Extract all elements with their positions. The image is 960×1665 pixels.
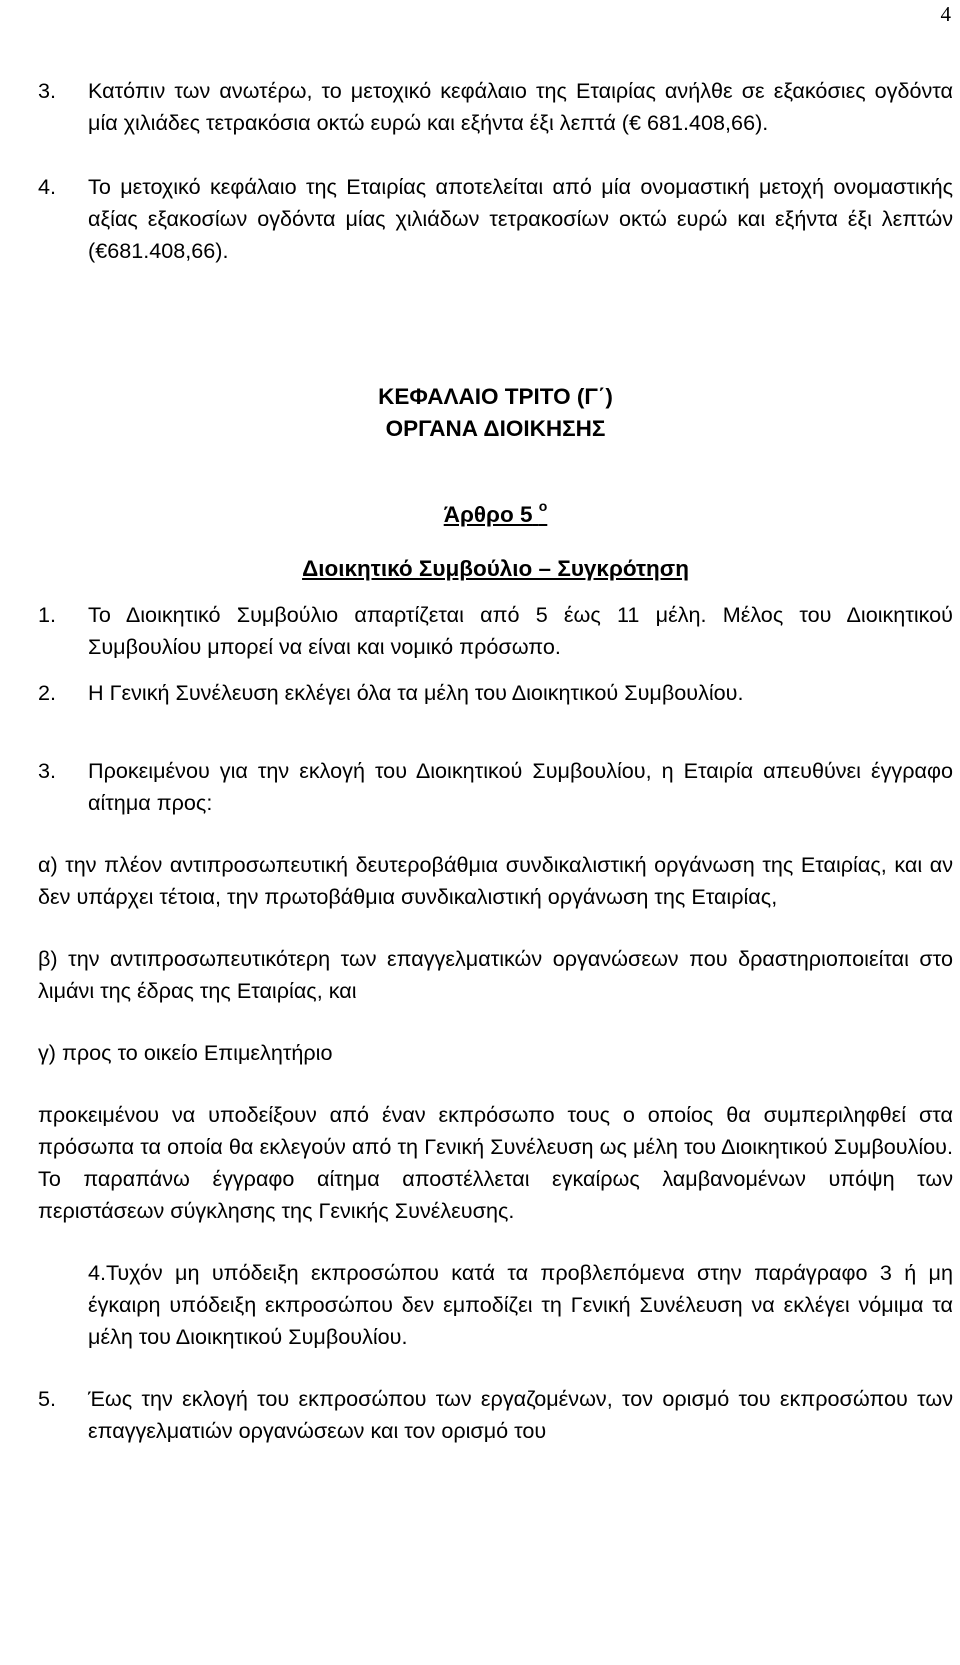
list-item-text: Το μετοχικό κεφάλαιο της Εταιρίας αποτελείται από μία ονομαστική μετοχή ονομαστικής αξίας εξακοσίων ογδόντα μίας χιλιάδων τετρακοσίων οκτώ ευρώ και εξήντα έξι λεπτών (€681.408,66). [88, 174, 953, 263]
list-item-5 [38, 1383, 953, 1447]
chapter-heading [38, 381, 953, 445]
list-number: 1. [38, 602, 57, 627]
list-item-text: Προκειμένου για την εκλογή του Διοικητικού Συμβουλίου, η Εταιρία απευθύνει έγγραφο αίτημα προς: [88, 758, 953, 815]
paragraph-c: γ) προς το οικείο Επιμελητήριο [38, 1040, 333, 1065]
list-item-3 [38, 75, 953, 139]
list-number: 3. [38, 758, 57, 783]
list-item-text: Έως την εκλογή του εκπροσώπου των εργαζομένων, τον ορισμό του εκπροσώπου των επαγγελματιών οργανώσεων και τον ορισμό του [88, 1386, 953, 1443]
list-number: 3. [38, 78, 57, 103]
list-number: 2. [38, 680, 57, 705]
chapter-title: ΚΕΦΑΛΑΙΟ ΤΡΙΤΟ (Γ΄) [378, 384, 613, 409]
paragraph-closing: προκειμένου να υποδείξουν από έναν εκπρόσωπο τους ο οποίος θα συμπεριληφθεί στα πρόσωπα τα οποία θα εκλεγούν από τη Γενική Συνέλευση ως μέλη του Διοικητικού Συμβουλίου. Το παραπάνω έγγραφο αίτημα αποστέλλεται εγκαίρως λαμβανομένων υπόψη των περιστάσεων σύγκλησης της Γενικής Συνέλευσης. [38, 1102, 953, 1223]
paragraph-b: β) την αντιπροσωπευτικότερη των επαγγελματικών οργανώσεων που δραστηριοποιείται στο λιμάνι της έδρας της Εταιρίας, και [38, 946, 953, 1003]
list-item-text: Η Γενική Συνέλευση εκλέγει όλα τα μέλη του Διοικητικού Συμβουλίου. [88, 680, 744, 705]
list-number: 5. [38, 1386, 57, 1411]
page-number: 4 [940, 2, 951, 26]
article-label [443, 497, 548, 527]
article-heading [38, 499, 953, 531]
document-body [38, 75, 953, 1447]
article-title [38, 553, 953, 585]
list-item-text: Το Διοικητικό Συμβούλιο απαρτίζεται από 5 έως 11 μέλη. Μέλος του Διοικητικού Συμβουλίου μπορεί να είναι και νομικό πρόσωπο. [88, 602, 953, 659]
list-item-3b [38, 755, 953, 819]
article-label-text: Άρθρο 5 [443, 502, 533, 527]
article-title-text: Διοικητικό Συμβούλιο – Συγκρότηση [302, 556, 689, 581]
article-ordinal: ο [538, 497, 548, 514]
list-item-2 [38, 677, 953, 709]
paragraph-item-4: 4.Τυχόν μη υπόδειξη εκπροσώπου κατά τα προβλεπόμενα στην παράγραφο 3 ή μη έγκαιρη υπόδειξη εκπροσώπου δεν εμποδίζει τη Γενική Συνέλευση να εκλέγει νόμιμα τα μέλη του Διοικητικού Συμβουλίου. [88, 1260, 953, 1349]
list-item-text: Κατόπιν των ανωτέρω, το μετοχικό κεφάλαιο της Εταιρίας ανήλθε σε εξακόσιες ογδόντα μία χιλιάδες τετρακόσια οκτώ ευρώ και εξήντα έξι λεπτά (€ 681.408,66). [88, 78, 953, 135]
list-item-4 [38, 171, 953, 267]
list-number: 4. [38, 174, 57, 199]
chapter-subtitle: ΟΡΓΑΝΑ ΔΙΟΙΚΗΣΗΣ [385, 416, 606, 441]
paragraph-a: α) την πλέον αντιπροσωπευτική δευτεροβάθμια συνδικαλιστική οργάνωση της Εταιρίας, και αν δεν υπάρχει τέτοια, την πρωτοβάθμια συνδικαλιστική οργάνωση της Εταιρίας, [38, 852, 953, 909]
list-item-1 [38, 599, 953, 663]
